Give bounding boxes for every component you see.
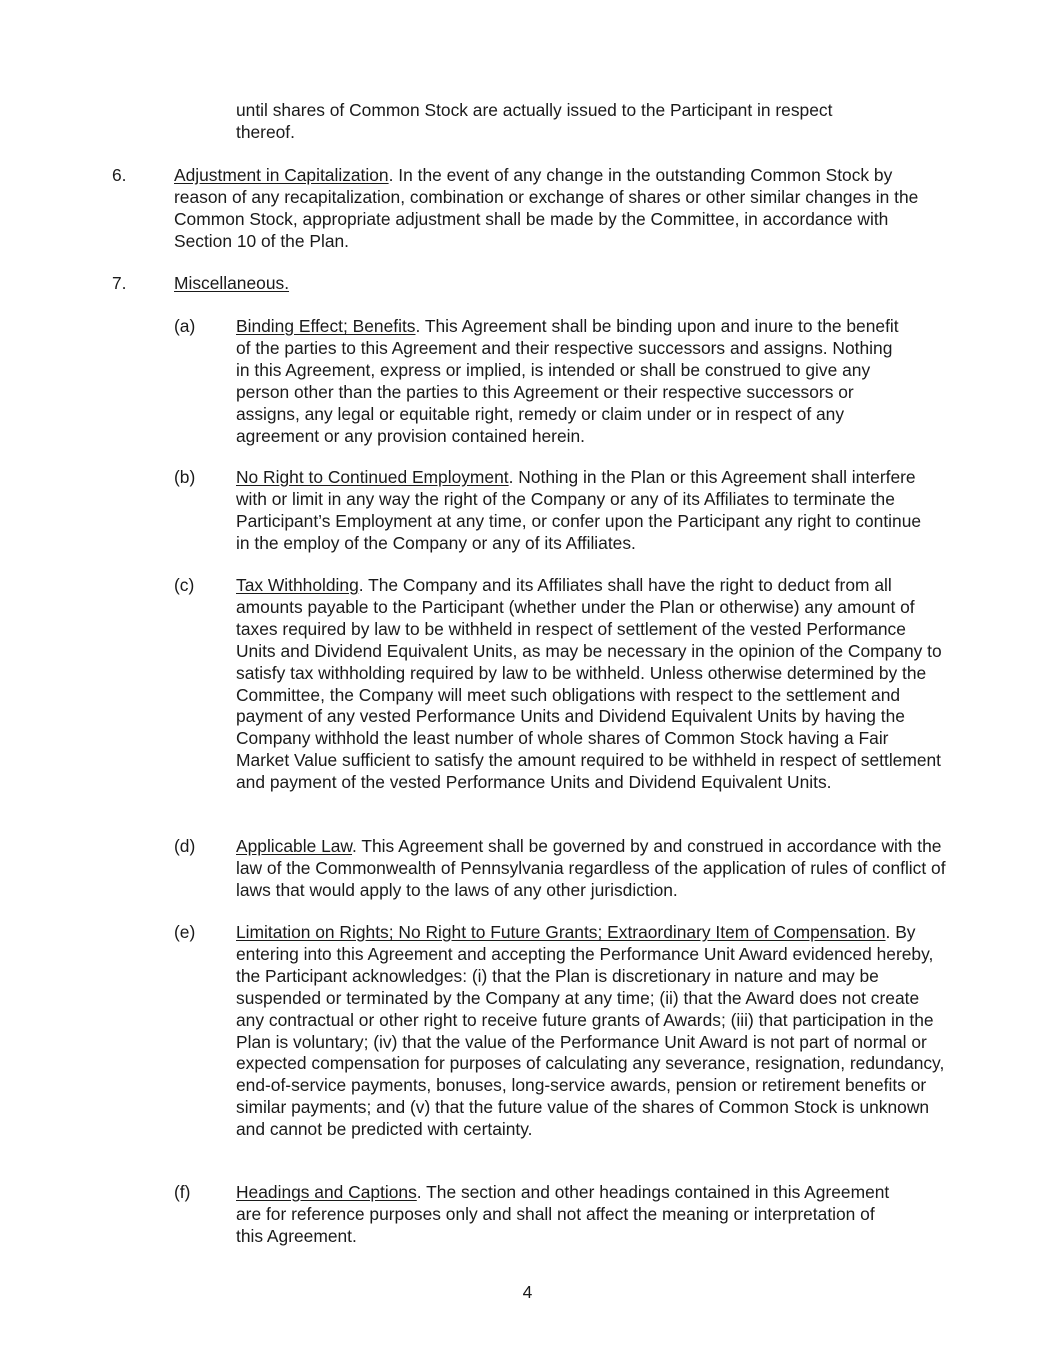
item-e-letter: (e) <box>174 922 196 942</box>
item-f-letter: (f) <box>174 1182 191 1202</box>
item-c-paragraph <box>236 575 946 794</box>
item-a-letter: (a) <box>174 316 196 336</box>
item-b-heading: No Right to Continued Employment <box>236 467 509 487</box>
continuation-paragraph: until shares of Common Stock are actually issued to the Participant in respect thereof. <box>236 100 833 142</box>
item-b-paragraph <box>236 467 936 555</box>
item-f-paragraph <box>236 1182 906 1248</box>
item-e-text: . By entering into this Agreement and accepting the Performance Unit Award evidenced hereby, the Participant acknowledges: (i) that the Plan is discretionary in nature and may be suspended or terminated by the Company at any time; (ii) that the Award does not create any contractual or other right to receive future grants of Awards; (iii) that participation in the Plan is voluntary; (iv) that the value of the Performance Unit Award is not part of normal or expected compensation for purposes of calculating any severance, resignation, redundancy, end-of-service payments, bonuses, long-service awards, pension or retirement benefits or similar payments; and (v) that the future value of the shares of Common Stock is unknown and cannot be predicted with certainty. <box>236 922 945 1140</box>
item-d-heading: Applicable Law <box>236 836 353 856</box>
item-a-paragraph <box>236 316 906 447</box>
page-number: 4 <box>522 1282 533 1302</box>
item-a-text: . This Agreement shall be binding upon and inure to the benefit of the parties to this Agreement and their respective successors and assigns. Nothing in this Agreement, express or implied, is intended or shall be construed to give any person other than the parties to this Agreement or their respective successors or assigns, any legal or equitable right, remedy or claim under or in respect of any agreement or any provision contained herein. <box>236 316 899 446</box>
item-d-letter: (d) <box>174 836 196 856</box>
section-7-paragraph <box>174 273 944 295</box>
item-b-letter: (b) <box>174 467 196 487</box>
section-6-paragraph <box>174 165 944 253</box>
section-6-text: . In the event of any change in the outstanding Common Stock by reason of any recapitalization, combination or exchange of shares or other similar changes in the Common Stock, appropriate adjustment shall be made by the Committee, in accordance with Section 10 of the Plan. <box>174 165 919 251</box>
item-d-paragraph <box>236 836 946 902</box>
section-6-heading: Adjustment in Capitalization <box>174 165 389 185</box>
item-c-text: . The Company and its Affiliates shall have the right to deduct from all amounts payable to the Participant (whether under the Plan or otherwise) any amount of taxes required by law to be withheld in respect of settlement of the vested Performance Units and Dividend Equivalent Units, as may be necessary in the opinion of the Company to satisfy tax withholding required by law to be withheld. Unless otherwise determined by the Committee, the Company will meet such obligations with respect to the settlement and payment of any vested Performance Units and Dividend Equivalent Units by having the Company withhold the least number of whole shares of Common Stock having a Fair Market Value sufficient to satisfy the amount required to be withheld in respect of settlement and payment of the vested Performance Units and Dividend Equivalent Units. <box>236 575 942 793</box>
item-d-text: . This Agreement shall be governed by and construed in accordance with the law of the Commonwealth of Pennsylvania regardless of the application of rules of conflict of laws that would apply to the laws of any other jurisdiction. <box>236 836 946 900</box>
section-7-heading: Miscellaneous. <box>174 273 290 293</box>
item-f-text: . The section and other headings contained in this Agreement are for reference purposes only and shall not affect the meaning or interpretation of this Agreement. <box>236 1182 890 1246</box>
item-e-heading: Limitation on Rights; No Right to Future Grants; Extraordinary Item of Compensation <box>236 922 886 942</box>
section-7-number: 7. <box>112 273 127 293</box>
section-6-number: 6. <box>112 165 127 185</box>
item-b-text: . Nothing in the Plan or this Agreement shall interfere with or limit in any way the right of the Company or any of its Affiliates to terminate the Participant’s Employment at any time, or confer upon the Participant any right to continue in the employ of the Company or any of its Affiliates. <box>236 467 922 553</box>
item-c-heading: Tax Withholding <box>236 575 359 595</box>
item-a-heading: Binding Effect; Benefits <box>236 316 416 336</box>
item-c-letter: (c) <box>174 575 195 595</box>
item-e-paragraph <box>236 922 946 1141</box>
item-f-heading: Headings and Captions <box>236 1182 417 1202</box>
